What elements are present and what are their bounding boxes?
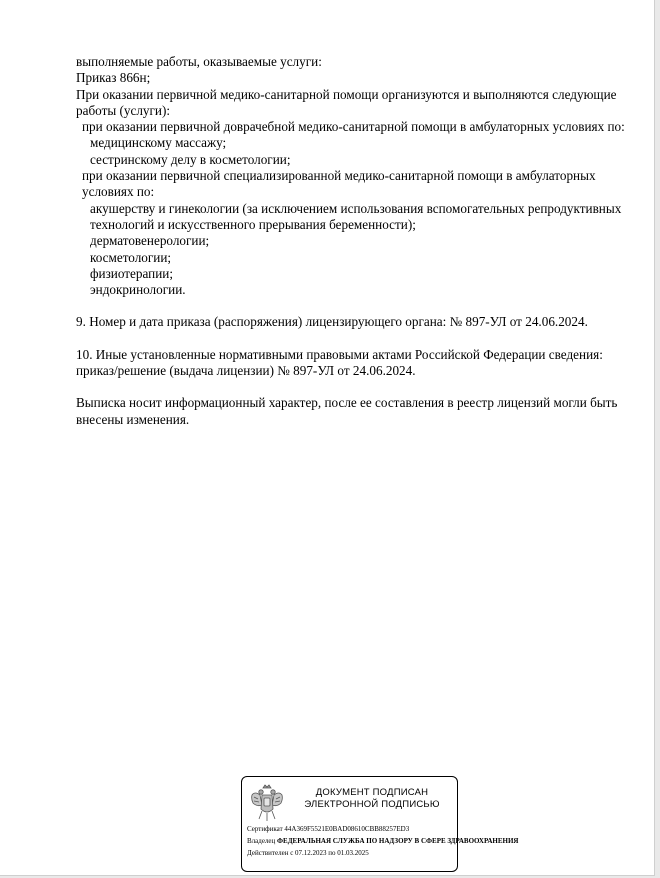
owner-row: Владелец ФЕДЕРАЛЬНАЯ СЛУЖБА ПО НАДЗОРУ В СФЕРЕ ЗДРАВООХРАНЕНИЯ	[247, 837, 519, 845]
text-line: Приказ 866н;	[76, 70, 151, 86]
document-body	[76, 54, 636, 428]
text-line: выполняемые работы, оказываемые услуги:	[76, 54, 322, 69]
license-order-item: 9. Номер и дата приказа (распоряжения) лицензирующего органа: № 897-УЛ от 24.06.2024.	[76, 314, 588, 330]
certificate-row: Сертификат 44A369F5521E0BAD08610CBB88257ED3	[247, 825, 410, 833]
digital-signature-stamp	[241, 776, 519, 872]
text-line: физиотерапии;	[90, 265, 174, 281]
text-line: При оказании первичной медико-санитарной помощи организуются и выполняются следующие работы (услуги):	[76, 86, 617, 118]
text-line: акушерству и гинекологии (за исключением использования вспомогательных репродуктивных технологий и искусственного прерывания беременности);	[90, 200, 622, 232]
text-line: при оказании первичной специализированной медико-санитарной помощи в амбулаторных условиях по:	[82, 168, 596, 200]
text-line: дерматовенерологии;	[90, 233, 210, 249]
text-line: косметологии;	[90, 249, 172, 265]
other-info-item: 10. Иные установленные нормативными правовыми актами Российской Федерации сведения: приказ/решение (выдача лицензии) № 897-УЛ от 24.06.2024.	[76, 346, 603, 379]
stamp-title: ДОКУМЕНТ ПОДПИСАН ЭЛЕКТРОННОЙ ПОДПИСЬЮ	[304, 787, 440, 810]
text-line: при оказании первичной доврачебной медико-санитарной помощи в амбулаторных условиях по:	[82, 119, 625, 135]
validity-row: Действителен с 07.12.2023 по 01.03.2025	[247, 849, 369, 857]
disclaimer-notice: Выписка носит информационный характер, после ее составления в реестр лицензий могли быть внесены изменения.	[76, 395, 618, 427]
russian-coat-of-arms-icon	[249, 783, 285, 823]
text-line: медицинскому массажу;	[90, 135, 227, 151]
text-line: эндокринологии.	[90, 282, 186, 298]
text-line: сестринскому делу в косметологии;	[90, 151, 291, 167]
